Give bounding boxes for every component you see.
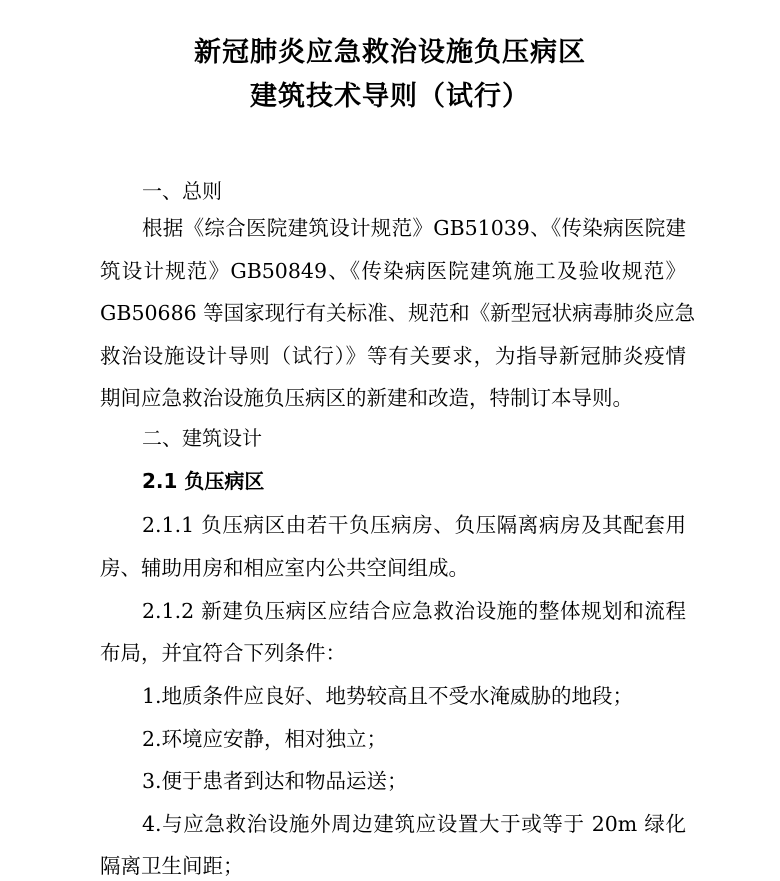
paragraph-line: 根据《综合医院建筑设计规范》GB51039、《传染病医院建	[142, 216, 686, 240]
list-item: 2.环境应安静，相对独立；	[142, 727, 388, 751]
list-item-continuation: 隔离卫生间距；	[100, 854, 244, 878]
document-title-line-2: 建筑技术导则（试行）	[250, 81, 530, 112]
document-title-line-1: 新冠肺炎应急救治设施负压病区	[194, 37, 586, 68]
paragraph-line: 筑设计规范》GB50849、《传染病医院建筑施工及验收规范》	[100, 259, 686, 283]
clause-2-1-1-line: 房、辅助用房和相应室内公共空间组成。	[100, 556, 469, 580]
clause-2-1-1-line: 2.1.1 负压病区由若干负压病房、负压隔离病房及其配套用	[142, 513, 686, 537]
clause-2-1-2-line: 2.1.2 新建负压病区应结合应急救治设施的整体规划和流程	[142, 599, 686, 623]
list-item: 1.地质条件应良好、地势较高且不受水淹威胁的地段；	[142, 684, 634, 708]
subsection-2-1-heading: 2.1 负压病区	[142, 469, 265, 493]
paragraph-line: GB50686 等国家现行有关标准、规范和《新型冠状病毒肺炎应急	[100, 301, 696, 325]
paragraph-line: 期间应急救治设施负压病区的新建和改造，特制订本导则。	[100, 386, 633, 410]
section-2-heading: 二、建筑设计	[142, 426, 262, 450]
section-1-heading: 一、总则	[142, 179, 222, 203]
paragraph-line: 救治设施设计导则（试行）》等有关要求，为指导新冠肺炎疫情	[100, 344, 686, 368]
list-item: 4.与应急救治设施外周边建筑应设置大于或等于 20m 绿化	[142, 812, 686, 836]
clause-2-1-2-line: 布局，并宜符合下列条件：	[100, 641, 346, 665]
list-item: 3.便于患者到达和物品运送；	[142, 769, 408, 793]
